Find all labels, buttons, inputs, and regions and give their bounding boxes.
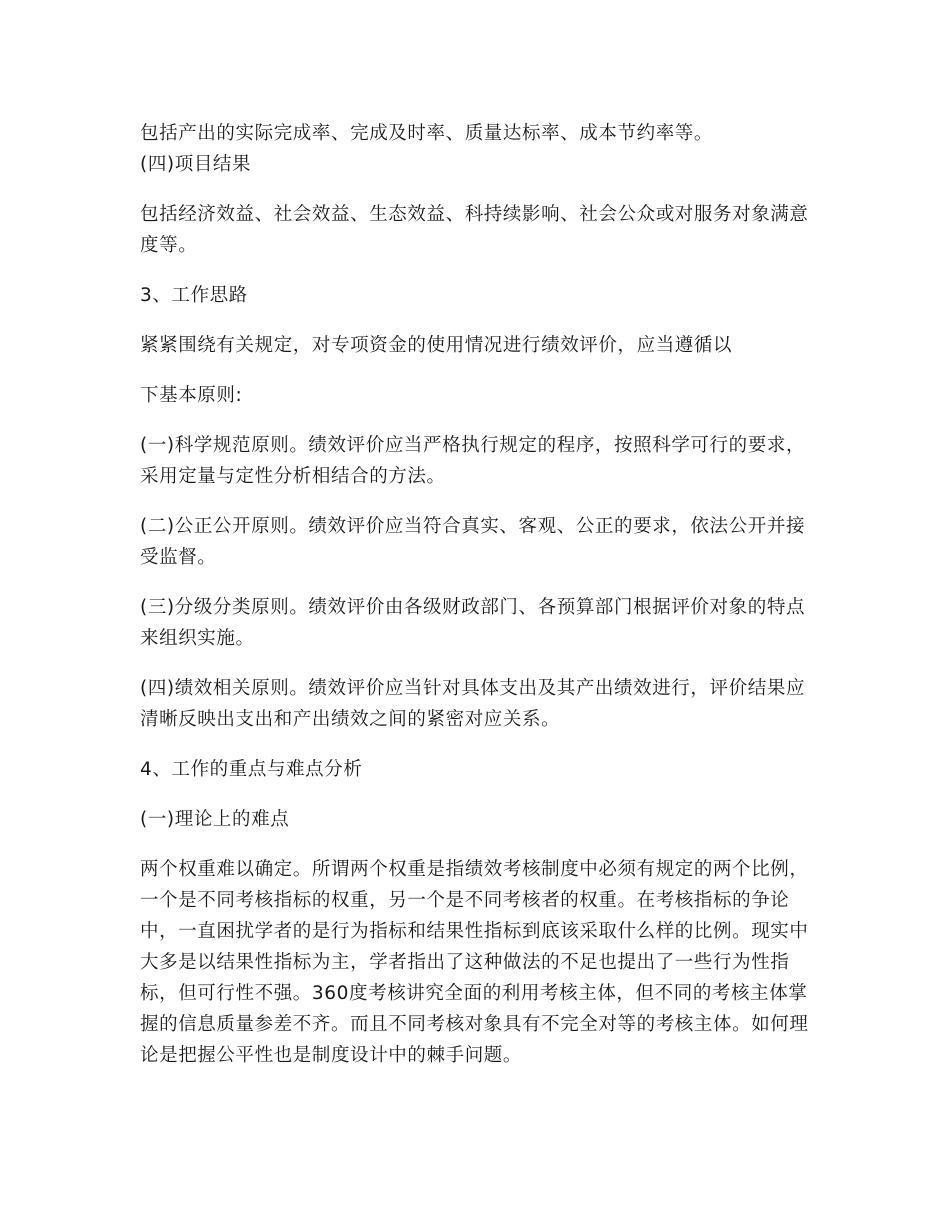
document-page <box>140 118 812 1071</box>
paragraph-principles-intro-2: 下基本原则: <box>140 385 243 406</box>
paragraph-principle-classification: (三)分级分类原则。绩效评价由各级财政部门、各预算部门根据评价对象的特点来组织实施。 <box>140 597 806 649</box>
paragraph-principles-intro-1: 紧紧围绕有关规定，对专项资金的使用情况进行绩效评价，应当遵循以 <box>140 335 733 356</box>
heading-project-results: (四)项目结果 <box>140 154 252 175</box>
paragraph-principle-scientific: (一)科学规范原则。绩效评价应当严格执行规定的程序，按照科学可行的要求，采用定量与定性分析相结合的方法。 <box>140 435 806 487</box>
heading-theoretical-difficulties: (一)理论上的难点 <box>140 809 290 830</box>
paragraph-principle-relevance: (四)绩效相关原则。绩效评价应当针对具体支出及其产出绩效进行，评价结果应清晰反映出支出和产出绩效之间的紧密对应关系。 <box>140 678 806 730</box>
paragraph-results-metrics: 包括经济效益、社会效益、生态效益、科持续影响、社会公众或对服务对象满意度等。 <box>140 204 809 256</box>
paragraph-output-metrics: 包括产出的实际完成率、完成及时率、质量达标率、成本节约率等。 <box>140 123 714 144</box>
paragraph-principle-fairness: (二)公正公开原则。绩效评价应当符合真实、客观、公正的要求，依法公开并接受监督。 <box>140 516 806 568</box>
heading-key-difficulties: 4、工作的重点与难点分析 <box>140 759 363 780</box>
heading-work-approach: 3、工作思路 <box>140 285 248 306</box>
paragraph-weights-difficulty: 两个权重难以确定。所谓两个权重是指绩效考核制度中必须有规定的两个比例，一个是不同考核指标的权重，另一个是不同考核者的权重。在考核指标的争论中，一直困扰学者的是行为指标和结果性指标到底该采取什么样的比例。现实中大多是以结果性指标为主，学者指出了这种做法的不足也提出了一些行为性指标，但可行性不强。360度考核讲究全面的利用考核主体，但不同的考核主体掌握的信息质量参差不齐。而且不同考核对象具有不完全对等的考核主体。如何理论是把握公平性也是制度设计中的棘手问题。 <box>140 859 809 1066</box>
